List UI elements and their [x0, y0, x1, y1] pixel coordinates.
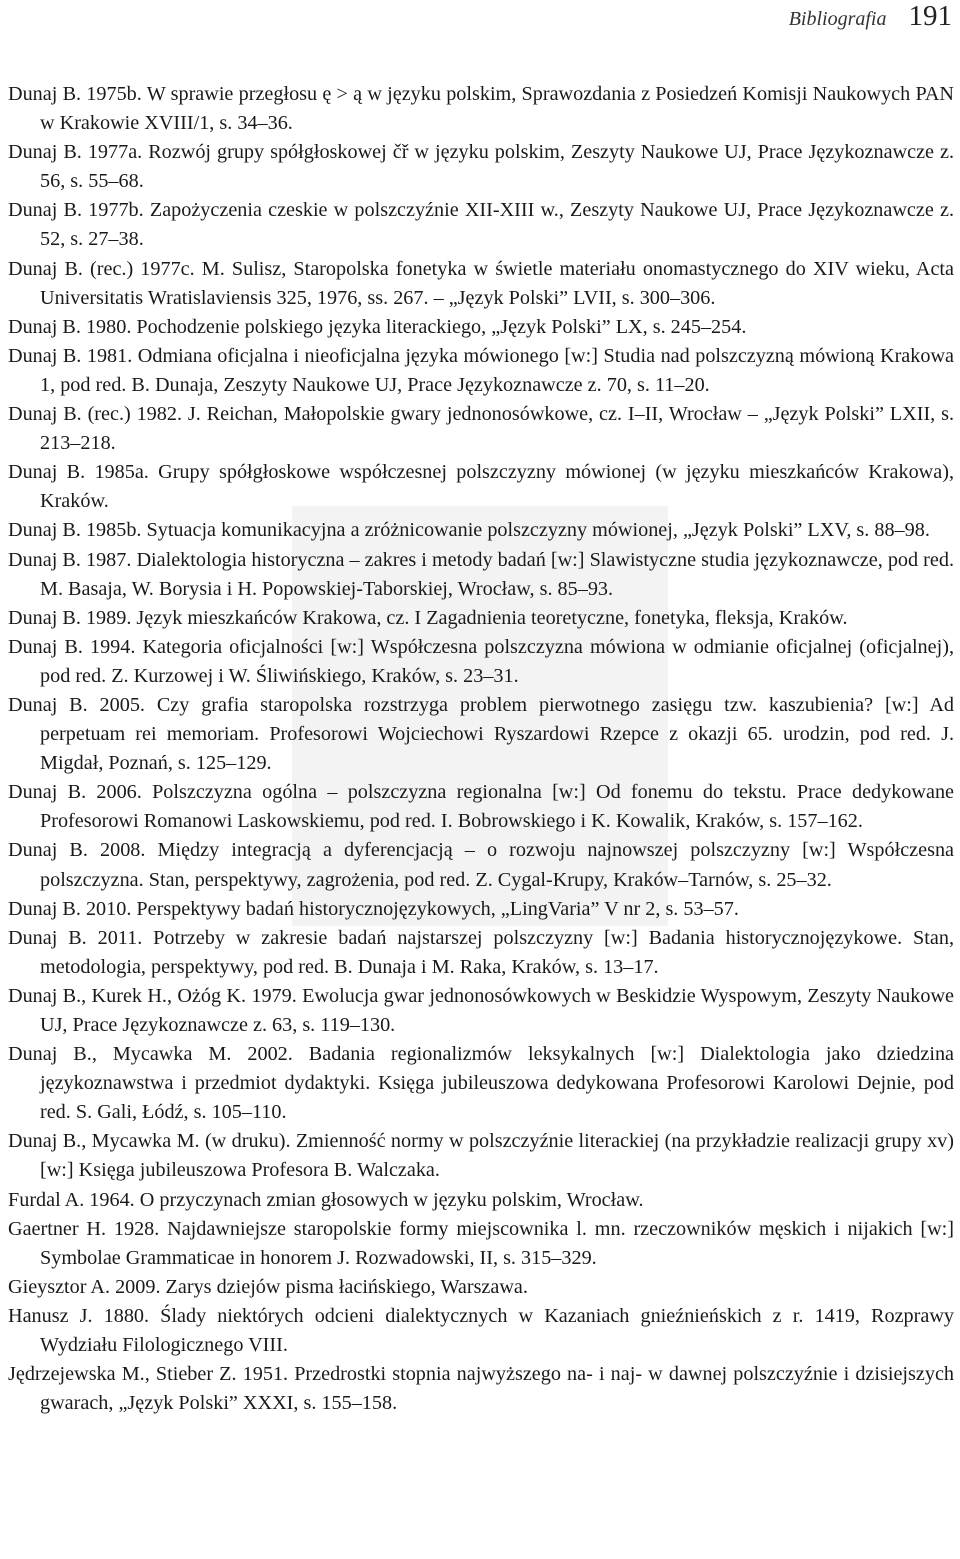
running-header	[789, 0, 952, 36]
bibliography-entry: Dunaj B. 2008. Między integracją a dyferencjacją – o rozwoju najnowszej polszczyzny [w:] Współczesna polszczyzna. Stan, perspektywy, zagrożenia, pod red. Z. Cygal-Krupy, Kraków–Tarnów, s. 25–32.	[8, 839, 954, 891]
bibliography-entry: Dunaj B. 1985b. Sytuacja komunikacyjna a zróżnicowanie polszczyzny mówionej, „Język Polski” LXV, s. 88–98.	[8, 519, 930, 542]
bibliography-entry: Dunaj B. 1985a. Grupy spółgłoskowe współczesnej polszczyzny mówionej (w języku mieszkańców Krakowa), Kraków.	[8, 461, 954, 513]
bibliography-entry: Dunaj B. 2006. Polszczyzna ogólna – polszczyzna regionalna [w:] Od fonemu do tekstu. Prace dedykowane Profesorowi Romanowi Laskowskiemu, pod red. I. Bobrowskiego i K. Kowalik, Kraków, s. 157–162.	[8, 781, 954, 833]
bibliography-entry: Dunaj B. 1994. Kategoria oficjalności [w:] Współczesna polszczyzna mówiona w odmianie oficjalnej (oficjalnej), pod red. Z. Kurzowej i W. Śliwińskiego, Kraków, s. 23–31.	[8, 635, 954, 687]
bibliography-list	[8, 80, 954, 1418]
bibliography-entry: Dunaj B. 1987. Dialektologia historyczna – zakres i metody badań [w:] Slawistyczne studia językoznawcze, pod red. M. Basaja, W. Borysia i H. Popowskiej-Taborskiej, Wrocław, s. 85–93.	[8, 548, 954, 600]
header-title: Bibliografia	[788, 8, 887, 30]
bibliography-entry: Dunaj B., Mycawka M. (w druku). Zmienność normy w polszczyźnie literackiej (na przykładzie realizacji grupy xv) [w:] Księga jubileuszowa Profesora B. Walczaka.	[8, 1130, 954, 1182]
bibliography-entry: Gaertner H. 1928. Najdawniejsze staropolskie formy miejscownika l. mn. rzeczowników męskich i nijakich [w:] Symbolae Grammaticae in honorem J. Rozwadowski, II, s. 315–329.	[8, 1217, 954, 1269]
bibliography-entry: Dunaj B. 2005. Czy grafia staropolska rozstrzyga problem pierwotnego zasięgu tzw. kaszubienia? [w:] Ad perpetuam rei memoriam. Profesorowi Wojciechowi Ryszardowi Rzepce z okazji 65. urodzin, pod red. J. Migdał, Poznań, s. 125–129.	[8, 693, 954, 775]
bibliography-entry: Dunaj B. (rec.) 1982. J. Reichan, Małopolskie gwary jednonosówkowe, cz. I–II, Wrocław – „Język Polski” LXII, s. 213–218.	[8, 403, 954, 455]
bibliography-entry: Furdal A. 1964. O przyczynach zmian głosowych w języku polskim, Wrocław.	[8, 1188, 644, 1211]
bibliography-entry: Dunaj B., Mycawka M. 2002. Badania regionalizmów leksykalnych [w:] Dialektologia jako dziedzina językoznawstwa i przedmiot dydaktyki. Księga jubileuszowa dedykowana Profesorowi Karolowi Dejnie, pod red. S. Gali, Łódź, s. 105–110.	[8, 1043, 954, 1124]
bibliography-entry: Dunaj B. 1977a. Rozwój grupy spółgłoskowej čř w języku polskim, Zeszyty Naukowe UJ, Prace Językoznawcze z. 56, s. 55–68.	[8, 141, 954, 193]
bibliography-entry: Dunaj B. 1989. Język mieszkańców Krakowa, cz. I Zagadnienia teoretyczne, fonetyka, fleksja, Kraków.	[8, 606, 848, 629]
page-number: 191	[908, 0, 952, 32]
bibliography-entry: Dunaj B., Kurek H., Ożóg K. 1979. Ewolucja gwar jednonosówkowych w Beskidzie Wyspowym, Zeszyty Naukowe UJ, Prace Językoznawcze z. 63, s. 119–130.	[8, 984, 954, 1036]
bibliography-entry: Dunaj B. 2011. Potrzeby w zakresie badań najstarszej polszczyzny [w:] Badania historycznojęzykowe. Stan, metodologia, perspektywy, pod red. B. Dunaja i M. Raka, Kraków, s. 13–17.	[8, 926, 954, 978]
bibliography-entry: Gieysztor A. 2009. Zarys dziejów pisma łacińskiego, Warszawa.	[8, 1275, 528, 1298]
bibliography-entry: Dunaj B. 1977b. Zapożyczenia czeskie w polszczyźnie XII-XIII w., Zeszyty Naukowe UJ, Prace Językoznawcze z. 52, s. 27–38.	[8, 199, 954, 251]
bibliography-entry: Dunaj B. 2010. Perspektywy badań historycznojęzykowych, „LingVaria” V nr 2, s. 53–57.	[8, 897, 739, 920]
bibliography-entry: Dunaj B. 1981. Odmiana oficjalna i nieoficjalna języka mówionego [w:] Studia nad polszczyzną mówioną Krakowa 1, pod red. B. Dunaja, Zeszyty Naukowe UJ, Prace Językoznawcze z. 70, s. 11–20.	[8, 344, 954, 396]
bibliography-entry: Dunaj B. 1975b. W sprawie przegłosu ę > ą w języku polskim, Sprawozdania z Posiedzeń Komisji Naukowych PAN w Krakowie XVIII/1, s. 34–36.	[8, 83, 954, 135]
bibliography-entry: Hanusz J. 1880. Ślady niektórych odcieni dialektycznych w Kazaniach gnieźnieńskich z r. 1419, Rozprawy Wydziału Filologicznego VIII.	[8, 1304, 954, 1357]
bibliography-entry: Dunaj B. (rec.) 1977c. M. Sulisz, Staropolska fonetyka w świetle materiału onomastycznego do XIV wieku, Acta Universitatis Wratislaviensis 325, 1976, ss. 267. – „Język Polski” LVII, s. 300–306.	[8, 257, 954, 309]
bibliography-entry: Jędrzejewska M., Stieber Z. 1951. Przedrostki stopnia najwyższego na- i naj- w dawnej polszczyźnie i dzisiejszych gwarach, „Język Polski” XXXI, s. 155–158.	[8, 1363, 954, 1415]
bibliography-entry: Dunaj B. 1980. Pochodzenie polskiego języka literackiego, „Język Polski” LX, s. 245–254.	[8, 315, 747, 338]
